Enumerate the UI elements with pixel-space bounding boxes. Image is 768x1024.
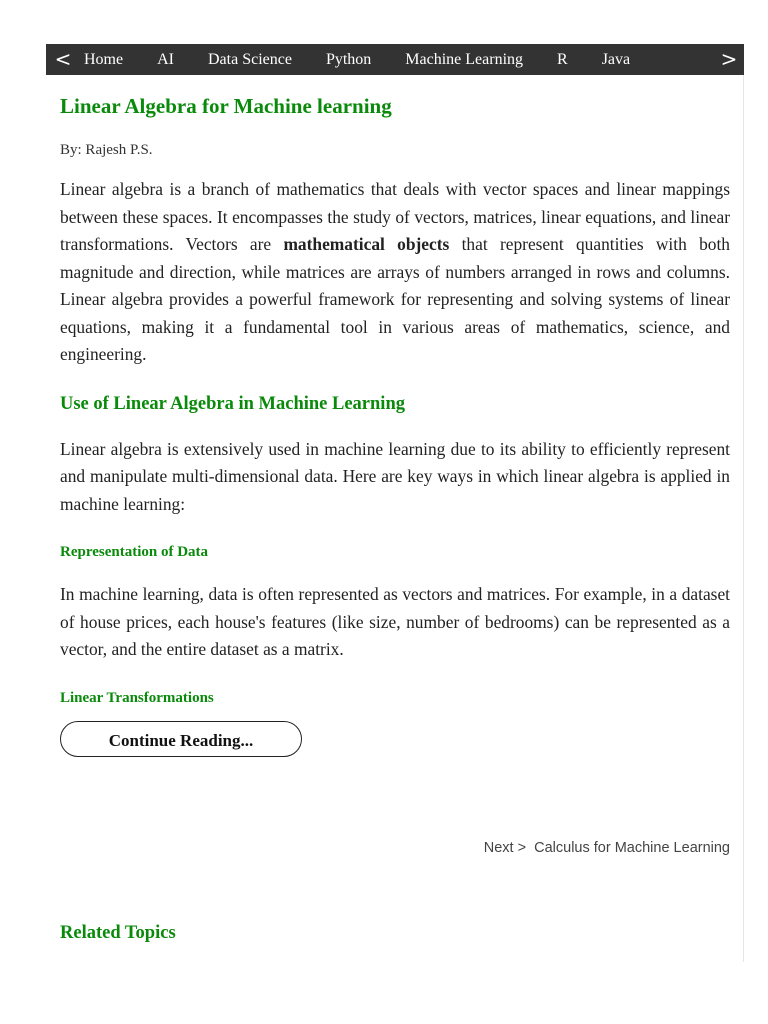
byline-author: : Rajesh P.S. [77, 142, 153, 158]
related-topics-heading: Related Topics [60, 923, 176, 943]
byline-label: By [60, 142, 78, 158]
byline [60, 142, 730, 159]
nav-item-ai[interactable]: AI [157, 50, 174, 68]
nav-item-python[interactable]: Python [325, 50, 372, 68]
next-label: Next > [483, 840, 527, 856]
nav-item-machine-learning[interactable]: Machine Learning [405, 50, 524, 68]
top-nav-bar [46, 44, 744, 75]
article-title: Linear Algebra for Machine learning [60, 94, 392, 118]
intro-text-2: that represent quantities with both magnitude and direction, while matrices are arrays of numbers arranged in rows and columns. Linear algebra provides a powerful framework for representing and solving systems of linear equations, making it a fundamental tool in various areas of mathematics, science, and engineering. [60, 234, 730, 364]
intro-text-1: Linear algebra is a branch of mathematics that deals with vector spaces and linear mappings between these spaces. It encompasses the study of vectors, matrices, linear equations, and linear transformations. Vectors are [60, 179, 730, 254]
related-topics-section [60, 920, 176, 946]
intro-bold-text: mathematical objects [283, 234, 450, 254]
nav-item-java[interactable]: Java [601, 50, 631, 68]
section-paragraph: Linear algebra is extensively used in machine learning due to its ability to efficiently represent and manipulate multi-dimensional data. Here are key ways in which linear algebra is applied in machine learning: [60, 438, 730, 514]
nav-items [78, 51, 714, 69]
representation-paragraph: In machine learning, data is often represented as vectors and matrices. For example, in a dataset of house prices, each house's features (like size, number of bedrooms) can be represented as a vector, and the entire dataset as a matrix. [60, 584, 730, 659]
next-article-link[interactable]: Calculus for Machine Learning [534, 840, 730, 856]
nav-item-data-science[interactable]: Data Science [208, 50, 292, 68]
nav-scroll-left-icon[interactable]: < [54, 47, 72, 71]
subheading-representation: Representation of Data [60, 544, 209, 560]
section-heading: Use of Linear Algebra in Machine Learning [60, 393, 405, 414]
nav-scroll-right-icon[interactable]: > [720, 47, 738, 71]
next-navigation [484, 840, 730, 856]
article-content [60, 90, 730, 757]
subheading-linear-transformations: Linear Transformations [60, 689, 214, 706]
nav-item-r[interactable]: R [557, 50, 568, 68]
continue-reading-button[interactable]: Continue Reading... [60, 721, 302, 757]
intro-paragraph [60, 176, 730, 369]
nav-item-home[interactable]: Home [84, 50, 124, 68]
